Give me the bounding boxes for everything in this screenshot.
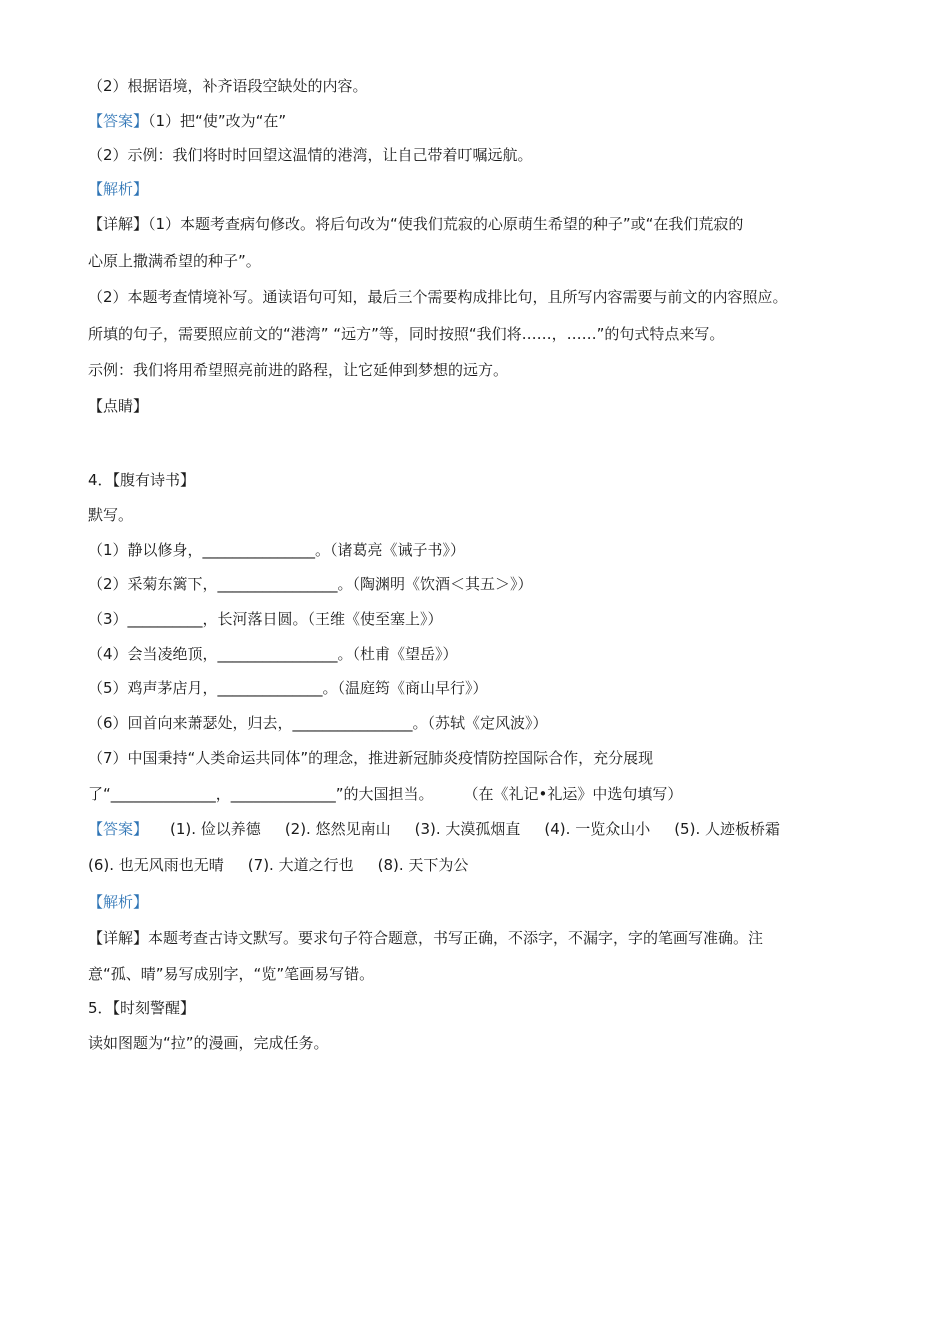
answer-tag: 【答案】 xyxy=(88,820,149,838)
q4-answer-1: (1). 俭以养德 xyxy=(170,820,261,838)
q4-answer-7: (7). 大道之行也 xyxy=(247,856,354,874)
dianjing-tag: 【点睛】 xyxy=(88,397,149,415)
q4-answer-line-2 xyxy=(88,855,468,875)
q4-instruction: 默写。 xyxy=(88,506,134,524)
q3-detail-1a: （1）本题考查病句修改。将后句改为“使我们荒寂的心原萌生希望的种子”或“在我们荒寂的 xyxy=(148,215,744,233)
q4-detail-a: 【详解】本题考查古诗文默写。要求句子符合题意，书写正确，不添字，不漏字，字的笔画写准确。注 xyxy=(88,929,764,947)
q3-sub2-prompt: （2）根据语境，补齐语段空缺处的内容。 xyxy=(88,77,368,95)
q4-item-2: （2）采菊东篱下，________________。（陶渊明《饮酒＜其五＞》） xyxy=(88,575,533,593)
q3-answer-line xyxy=(88,111,286,131)
q3-detail-1b: 心原上撒满希望的种子”。 xyxy=(88,252,261,270)
q3-detail-2b: 所填的句子，需要照应前文的“港湾” “远方”等，同时按照“我们将……，……”的句式特点来写。 xyxy=(88,325,725,343)
q4-item-1: （1）静以修身，_______________。（诸葛亮《诫子书》） xyxy=(88,541,466,559)
q3-answer-1: （1）把“使”改为“在” xyxy=(148,112,287,130)
q5-heading: 5．【时刻警醒】 xyxy=(88,999,196,1017)
detail-tag: 【详解】 xyxy=(88,215,149,233)
q4-answer-8: (8). 天下为公 xyxy=(377,856,469,874)
q4-item-7-note: （在《礼记•礼运》中选句填写） xyxy=(463,785,683,803)
q3-answer-2: （2）示例：我们将时时回望这温情的港湾，让自己带着叮嘱远航。 xyxy=(88,146,533,164)
q3-detail-1a-line xyxy=(88,214,743,234)
q4-item-6: （6）回首向来萧瑟处，归去，________________。（苏轼《定风波》） xyxy=(88,714,548,732)
q4-item-5: （5）鸡声茅店月，______________。（温庭筠《商山早行》） xyxy=(88,679,488,697)
q5-instruction: 读如图题为“拉”的漫画，完成任务。 xyxy=(88,1034,329,1052)
q4-detail-b: 意“孤、晴”易写成别字，“览”笔画易写错。 xyxy=(88,965,375,983)
analysis-tag: 【解析】 xyxy=(88,180,149,198)
q4-answer-line xyxy=(88,819,780,839)
q4-heading: 4．【腹有诗书】 xyxy=(88,471,196,489)
q4-answer-3: (3). 大漠孤烟直 xyxy=(414,820,521,838)
q4-item-7-fill: 了“______________，______________”的大国担当。 xyxy=(88,785,434,803)
q4-item-3: （3）__________，长河落日圆。（王维《使至塞上》） xyxy=(88,610,443,628)
q4-answer-6: (6). 也无风雨也无晴 xyxy=(88,856,224,874)
q4-item-7: （7）中国秉持“人类命运共同体”的理念，推进新冠肺炎疫情防控国际合作，充分展现 xyxy=(88,749,654,767)
q4-answer-2: (2). 悠然见南山 xyxy=(284,820,391,838)
answer-tag: 【答案】 xyxy=(88,112,149,130)
q4-answer-5: (5). 人迹板桥霜 xyxy=(674,820,780,838)
q4-item-4: （4）会当凌绝顶，________________。（杜甫《望岳》） xyxy=(88,645,458,663)
q3-detail-2a: （2）本题考查情境补写。通读语句可知，最后三个需要构成排比句，且所写内容需要与前文的内容照应。 xyxy=(88,288,788,306)
q4-item-7-line2 xyxy=(88,784,682,804)
analysis-tag: 【解析】 xyxy=(88,893,149,911)
q4-answer-4: (4). 一览众山小 xyxy=(544,820,651,838)
q3-detail-2c: 示例：我们将用希望照亮前进的路程，让它延伸到梦想的远方。 xyxy=(88,361,509,379)
